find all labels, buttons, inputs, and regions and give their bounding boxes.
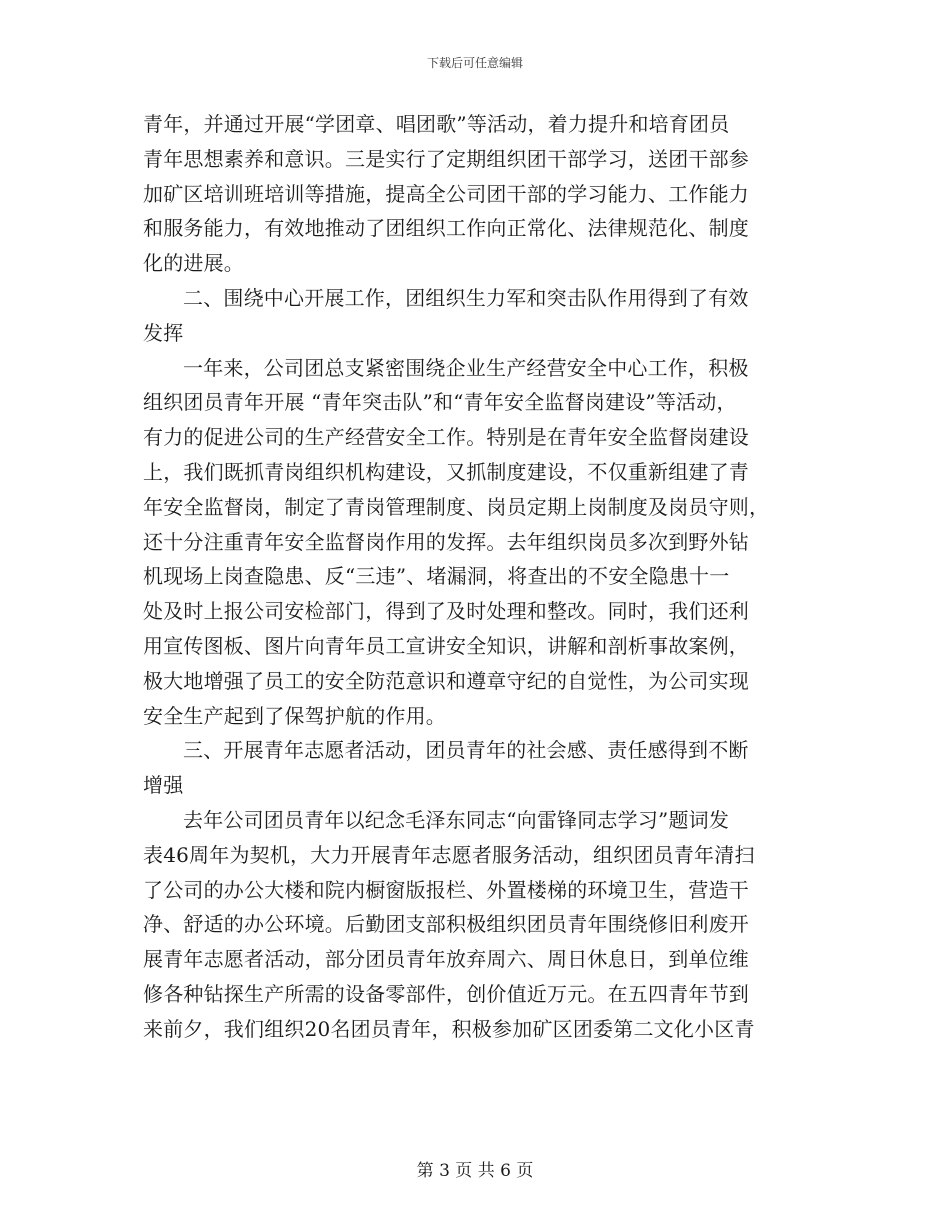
- text-line-12: 年安全监督岗，制定了青岗管理制度、岗员定期上岗制度及岗员守则，: [143, 494, 770, 519]
- section-heading-3: 三、开展青年志愿者活动，团员青年的社会感、责任感得到不断: [183, 738, 749, 763]
- section-heading-3-cont: 增强: [143, 773, 184, 798]
- text-line-25: 展青年志愿者活动，部分团员青年放弃周六、周日休息日，到单位维: [143, 947, 749, 972]
- text-line-5: 化的进展。: [143, 251, 244, 276]
- text-line-3: 加矿区培训班培训等措施，提高全公司团干部的学习能力、工作能力: [143, 181, 749, 206]
- text-line-9: 组织团员青年开展 “青年突击队”和“青年安全监督岗建设”等活动，: [143, 390, 737, 415]
- text-line-22: 表46周年为契机，大力开展青年志愿者服务活动，组织团员青年清扫: [143, 842, 755, 867]
- page-header: 下载后可任意编辑: [426, 56, 523, 70]
- text-line-10: 有力的促进公司的生产经营安全工作。特别是在青年安全监督岗建设: [143, 425, 749, 450]
- text-line-21: 去年公司团员青年以纪念毛泽东同志“向雷锋同志学习”题词发: [183, 807, 730, 832]
- text-line-11: 上，我们既抓青岗组织机构建设，又抓制度建设，不仅重新组建了青: [143, 459, 749, 484]
- text-line-26: 修各种钻探生产所需的设备零部件，创价值近万元。在五四青年节到: [143, 981, 749, 1006]
- text-line-15: 处及时上报公司安检部门，得到了及时处理和整改。同时，我们还利: [143, 599, 749, 624]
- text-line-24: 净、舒适的办公环境。后勤团支部积极组织团员青年围绕修旧利废开: [143, 912, 749, 937]
- text-line-14: 机现场上岗查隐患、反“三违”、堵漏洞，将查出的不安全隐患十一: [143, 564, 730, 589]
- document-body: [143, 107, 811, 1047]
- section-heading-2-cont: 发挥: [143, 320, 184, 345]
- page-footer: 第 3 页 共 6 页: [416, 1161, 534, 1181]
- text-line-2: 青年思想素养和意识。三是实行了定期组织团干部学习，送团干部参: [143, 146, 749, 171]
- text-line-8: 一年来，公司团总支紧密围绕企业生产经营安全中心工作，积极: [183, 355, 749, 380]
- text-line-18: 安全生产起到了保驾护航的作用。: [143, 703, 446, 728]
- text-line-23: 了公司的办公大楼和院内橱窗版报栏、外置楼梯的环境卫生，营造干: [143, 877, 749, 902]
- text-line-16: 用宣传图板、图片向青年员工宣讲安全知识，讲解和剖析事故案例，: [143, 633, 749, 658]
- text-line-17: 极大地增强了员工的安全防范意识和遵章守纪的自觉性，为公司实现: [143, 668, 749, 693]
- section-heading-2: 二、围绕中心开展工作，团组织生力军和突击队作用得到了有效: [183, 285, 749, 310]
- text-line-1: 青年，并通过开展“学团章、唱团歌”等活动，着力提升和培育团员: [143, 112, 730, 136]
- text-line-13: 还十分注重青年安全监督岗作用的发挥。去年组织岗员多次到野外钻: [143, 529, 749, 554]
- text-line-4: 和服务能力，有效地推动了团组织工作向正常化、法律规范化、制度: [143, 216, 749, 241]
- text-line-27: 来前夕，我们组织20名团员青年，积极参加矿区团委第二文化小区青: [143, 1016, 755, 1041]
